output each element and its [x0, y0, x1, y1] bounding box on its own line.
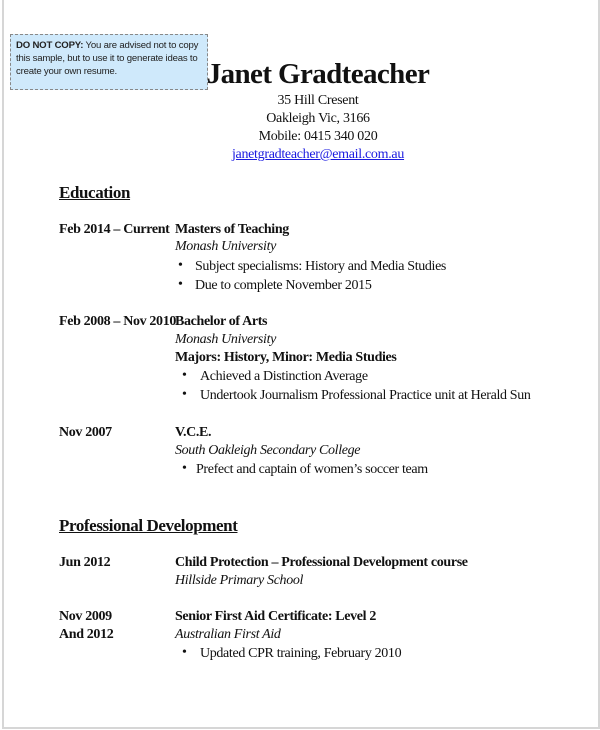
bullet-icon: • [182, 461, 187, 476]
candidate-name: Janet Gradteacher [206, 58, 430, 90]
notice-text: You are advised not to copy this sample, but to use it to generate ideas to create your own resume. [16, 40, 199, 77]
bullet-icon: • [182, 368, 187, 383]
entry-title: Senior First Aid Certificate: Level 2 [175, 609, 377, 624]
entry-title: Child Protection – Professional Development course [175, 555, 468, 570]
entry-institution: Monash University [175, 332, 276, 347]
entry-date-2: And 2012 [59, 627, 114, 642]
bullet-icon: • [182, 387, 187, 402]
entry-date: Nov 2009 [59, 609, 112, 624]
bullet-icon: • [182, 645, 187, 660]
entry-institution: Monash University [175, 239, 276, 254]
address-line-2: Oakleigh Vic, 3166 [266, 111, 370, 126]
education-heading: Education [59, 183, 131, 202]
bullet-text: Subject specialisms: History and Media Studies [195, 259, 447, 274]
bullet-text: Achieved a Distinction Average [200, 369, 368, 384]
mobile: Mobile: 0415 340 020 [258, 129, 378, 144]
entry-majors: Majors: History, Minor: Media Studies [175, 350, 397, 365]
entry-title: Bachelor of Arts [175, 314, 268, 329]
bullet-icon: • [178, 258, 183, 273]
email-link[interactable]: janetgradteacher@email.com.au [231, 147, 405, 162]
entry-institution: Hillside Primary School [175, 573, 304, 588]
entry-date: Nov 2007 [59, 425, 112, 440]
bullet-text: Updated CPR training, February 2010 [200, 646, 402, 661]
bullet-text: Due to complete November 2015 [195, 278, 372, 293]
entry-date: Jun 2012 [59, 555, 111, 570]
notice-label: DO NOT COPY: [16, 40, 84, 51]
entry-title: V.C.E. [175, 425, 212, 440]
address-line-1: 35 Hill Cresent [277, 93, 359, 108]
entry-date: Feb 2008 – Nov 2010 [59, 314, 177, 329]
professional-development-heading: Professional Development [59, 516, 238, 535]
entry-date: Feb 2014 – Current [59, 222, 170, 237]
entry-institution: South Oakleigh Secondary College [175, 443, 361, 458]
entry-title: Masters of Teaching [175, 222, 289, 237]
bullet-icon: • [178, 277, 183, 292]
entry-institution: Australian First Aid [175, 627, 281, 642]
bullet-text: Prefect and captain of women’s soccer team [196, 462, 428, 477]
bullet-text: Undertook Journalism Professional Practice unit at Herald Sun [200, 388, 531, 403]
